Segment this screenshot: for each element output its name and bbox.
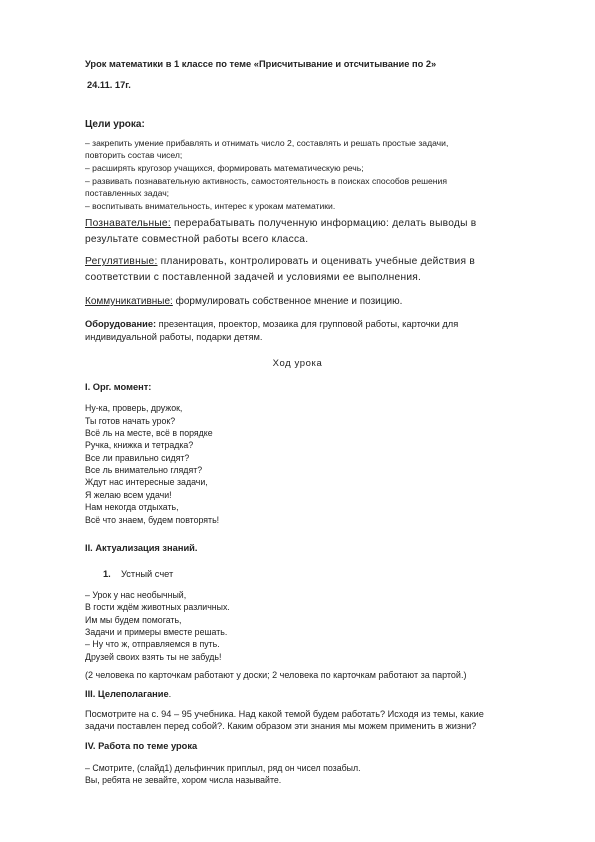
poem-line: Всё ль на месте, всё в порядке — [85, 428, 213, 438]
poem-line: Друзей своих взять ты не забудь! — [85, 652, 222, 662]
goal-line: – закрепить умение прибавлять и отнимать число 2, составлять и решать простые задачи, — [85, 138, 449, 148]
section4-heading: IV. Работа по теме урока — [85, 741, 198, 751]
section2-heading: II. Актуализация знаний. — [85, 543, 198, 553]
goal-line: – воспитывать внимательность, интерес к урокам математики. — [85, 201, 336, 211]
regulatory-text: планировать, контролировать и оценивать учебные действия в — [157, 256, 475, 267]
regulatory-uud — [85, 256, 475, 268]
section3-heading-text: III. Целеполагание — [85, 689, 169, 699]
poem-line: Ты готов начать урок? — [85, 416, 176, 426]
communicative-text: формулировать собственное мнение и позицию. — [172, 296, 403, 307]
regulatory-label: Регулятивные: — [85, 256, 158, 267]
section3-text: Посмотрите на с. 94 – 95 учебника. Над какой темой будем работать? Исходя из темы, какие — [85, 709, 484, 719]
equipment-label: Оборудование: — [85, 319, 157, 329]
lesson-title: Урок математики в 1 классе по теме «Присчитывание и отсчитывание по 2» — [85, 59, 437, 69]
poem-line: Им мы будем помогать, — [85, 615, 182, 625]
goal-line: – расширять кругозор учащихся, формировать математическую речь; — [85, 163, 364, 173]
poem-line: В гости ждём животных различных. — [85, 602, 230, 612]
poem-line: Я желаю всем удачи! — [85, 490, 172, 500]
poem-line: – Ну что ж, отправляемся в путь. — [85, 639, 220, 649]
equipment-text: презентация, проектор, мозаика для групповой работы, карточки для — [156, 319, 459, 329]
goals-heading: Цели урока: — [85, 119, 145, 130]
cognitive-text-cont: результате совместной работы всего класса. — [85, 234, 309, 245]
section4-line: – Смотрите, (слайд1) дельфинчик приплыл, ряд он чисел позабыл. — [85, 763, 361, 773]
communicative-uud — [85, 296, 402, 308]
equipment — [85, 318, 458, 330]
section1-heading: I. Орг. момент: — [85, 382, 152, 392]
regulatory-text-cont: соответствии с поставленной задачей и условиями ее выполнения. — [85, 272, 422, 283]
poem-line: Все ли правильно сидят? — [85, 453, 190, 463]
poem-line: Нам некогда отдыхать, — [85, 502, 179, 512]
section4-line: Вы, ребята не зевайте, хором числа называйте. — [85, 775, 282, 785]
poem-line: – Урок у нас необычный, — [85, 590, 187, 600]
list-number: 1. — [103, 569, 111, 579]
section2-note: (2 человека по карточкам работают у доски; 2 человека по карточкам работают за партой.) — [85, 670, 467, 680]
lesson-date: 24.11. 17г. — [87, 80, 131, 90]
goal-line: повторить состав чисел; — [85, 150, 183, 160]
list-item-text: Устный счет — [121, 569, 174, 579]
section3-text-cont: задачи поставлен перед собой?. Каким образом эти знания мы можем применить в жизни? — [85, 721, 477, 731]
poem-line: Задачи и примеры вместе решать. — [85, 627, 228, 637]
cognitive-uud — [85, 218, 476, 230]
section3-heading-dot: . — [168, 689, 172, 699]
poem-line: Ждут нас интересные задачи, — [85, 477, 208, 487]
poem-line: Всё что знаем, будем повторять! — [85, 515, 220, 525]
goal-line: поставленных задач; — [85, 188, 170, 198]
lesson-flow-heading: Ход урока — [272, 358, 323, 369]
section3-heading — [85, 688, 171, 700]
poem-line: Ну-ка, проверь, дружок, — [85, 403, 183, 413]
goal-line: – развивать познавательную активность, самостоятельность в поисках способов решения — [85, 176, 447, 186]
communicative-label: Коммуникативные: — [85, 296, 173, 307]
cognitive-text: перерабатывать полученную информацию: делать выводы в — [170, 218, 477, 229]
poem-line: Ручка, книжка и тетрадка? — [85, 440, 194, 450]
cognitive-label: Познавательные: — [85, 218, 171, 229]
equipment-text-cont: индивидуальной работы, подарки детям. — [85, 332, 263, 342]
poem-line: Все ль внимательно глядят? — [85, 465, 203, 475]
